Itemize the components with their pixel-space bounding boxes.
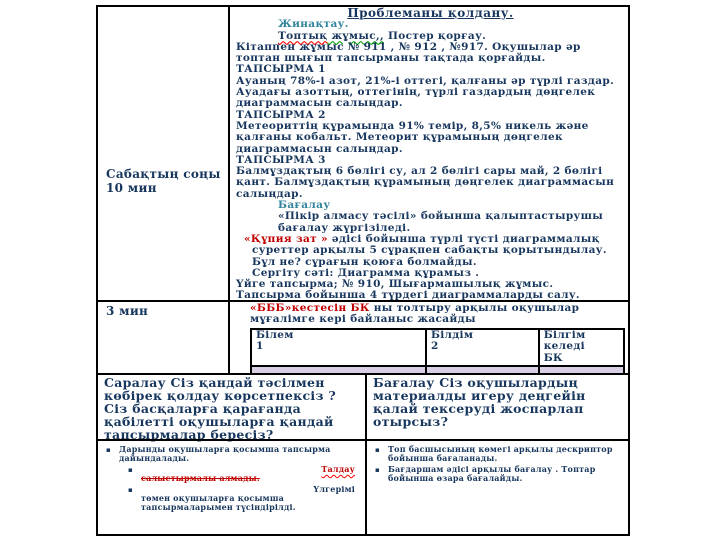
diff-bullet-3-word: Үлгерімі	[313, 484, 355, 494]
bullet-square-icon: ▪	[128, 465, 133, 474]
stage1-time-cell	[98, 7, 230, 300]
task3-title: ТАПСЫРМА 3	[236, 153, 326, 166]
assessment-header-cell	[367, 375, 628, 439]
diff-bullet-3	[128, 485, 359, 512]
bullet-square-icon: ▪	[375, 445, 380, 454]
differentiation-header: Саралау Сіз қандай тәсілмен көбірек қолдау көрсетпексіз ? Сіз басқаларға қарағанда қабілетті оқушыларға қандай тапсырмалар бересіз?	[104, 375, 337, 442]
bbb-col-know-sub: 1	[256, 340, 264, 353]
bbb-intro-red: «БББ»кестесін БК	[250, 302, 370, 314]
groupwork-mid: жұмыс,,	[327, 29, 384, 42]
bbb-empty-cell-3	[539, 366, 624, 373]
stage1-content-cell	[230, 7, 628, 300]
bullet-square-icon: ▪	[128, 485, 133, 494]
diff-bullet-1	[106, 445, 359, 463]
bbb-col-want	[539, 329, 624, 367]
bbb-intro-line	[250, 303, 625, 326]
homework-label: Үйге тапсырма	[236, 278, 334, 291]
bbb-empty-cell-2	[426, 366, 539, 373]
secret-method-text: әдісі бойынша түрлі түсті диаграммалық суреттер арқылы 5 сұрақпен сабақты қорытындылау. Бұл не? сұрағын қоюға болмайды.	[252, 232, 607, 268]
stage2-content-cell	[230, 302, 628, 373]
lesson-plan-table	[96, 5, 630, 536]
bbb-col-want-sub: БК	[543, 351, 563, 364]
bullet-square-icon: ▪	[375, 465, 380, 474]
bbb-col-know	[251, 329, 426, 367]
assess-bullet-1	[375, 445, 622, 463]
groupwork-word-spellcheck: Топтық	[278, 29, 328, 42]
task3-text: Балмұздақтың 6 бөлігі су, ал 2 бөлігі сары май, 2 бөлігі қант. Балмұздақтың құрамының дөңгелек диаграммасын салыңдар.	[236, 165, 615, 200]
footer-header-row	[98, 373, 628, 442]
diff-bullet-2	[128, 465, 359, 483]
diff-bullet-3-rest: төмен оқушыларға қосымша тапсырмаларымен түсіндірілді.	[141, 493, 296, 512]
book-work-text: Кітаппен жұмыс № 911 , № 912 , №917. Оқушылар әр топтан шығып тапсырманы тақтада қорғайды.	[236, 40, 581, 65]
differentiation-body-cell	[98, 441, 367, 534]
assess-bullet-1-text: Топ басшысының көмегі арқылы дескриптор бойынша бағаланады.	[388, 444, 613, 463]
bullet-square-icon: ▪	[106, 445, 111, 454]
stage2-time-cell	[98, 302, 230, 373]
diff-bullet-2-word: Талдау	[321, 464, 355, 474]
groupwork-rest: Постер қорғау.	[383, 29, 487, 42]
assess-bullet-2	[375, 465, 622, 483]
diff-bullet-2-strike: салыстырмалы алмады.	[141, 473, 260, 483]
bbb-table	[250, 328, 625, 373]
diff-bullet-1-text: Дарынды оқушыларға қосымша тапсырма дайындалады.	[119, 444, 331, 463]
bbb-col-learned	[426, 329, 539, 367]
bbb-empty-cell-1	[251, 366, 426, 373]
bbb-empty-row	[251, 366, 624, 373]
bbb-col-know-label: Білем	[256, 328, 294, 341]
diff-bullet-2-text	[141, 465, 359, 483]
assessment-header: Бағалау Сіз оқушылардың материалды игеру деңгейін қалай тексеруді жоспарлап отырсыз?	[373, 375, 586, 429]
task1-title: ТАПСЫРМА 1	[236, 63, 326, 76]
stage1-time-label: Сабақтың соңы 10 мин	[106, 167, 221, 195]
footer-body-row	[98, 439, 628, 534]
bbb-col-want-label: Білгім келеді	[543, 328, 586, 353]
secret-method-label: «Құпия зат »	[244, 232, 328, 245]
differentiation-header-cell	[98, 375, 367, 442]
task2-text: Метеориттің құрамында 91% темір, 8,5% никель және қалғаны кобальт. Метеорит құрамының дөңгелек диаграммасын салыңдар.	[236, 119, 589, 155]
diff-bullet-3-text	[141, 485, 359, 512]
bbb-intro-rest: ны толтыру арқылы оқушылар мұғалімге кері байланыс жасайды	[250, 302, 580, 326]
stage2-time-label: 3 мин	[106, 304, 149, 318]
assess-text: «Пікір алмасу тәсілі» бойынша қалыптастырушы бағалау жүргізіледі.	[278, 210, 604, 234]
assess-label: Бағалау	[278, 199, 331, 212]
stage1-title: Проблеманы қолдану.	[347, 7, 514, 20]
bbb-header-row	[251, 329, 624, 367]
warmup-line: Сергіту сәті: Диаграмма құрамыз .	[252, 266, 480, 279]
bbb-col-learned-sub: 2	[430, 340, 439, 353]
homework-text: ; № 910, Шығармашылық жұмыс.	[333, 278, 554, 291]
summary-label: Жинақтау.	[278, 18, 349, 31]
assessment-body-cell	[367, 441, 628, 534]
stage2-row	[98, 300, 628, 373]
stage1-row	[98, 7, 628, 300]
bbb-col-learned-label: Білдім	[430, 328, 474, 341]
secret-method-line	[244, 232, 625, 268]
homework-note: Тапсырма бойынша 4 түрдегі диаграммаларды салу.	[236, 289, 580, 300]
assess-bullet-2-text: Бағдаршам әдісі арқылы бағалау . Топтар бойынша өзара бағалайды.	[388, 464, 596, 483]
task2-title: ТАПСЫРМА 2	[236, 108, 326, 121]
task1-text: Ауаның 78%-і азот, 21%-і оттегі, қалғаны әр түрлі газдар. Ауадағы азоттың, оттегінің, түрлі газдардың дөңгелек диаграммасын салыңдар.	[236, 74, 615, 110]
